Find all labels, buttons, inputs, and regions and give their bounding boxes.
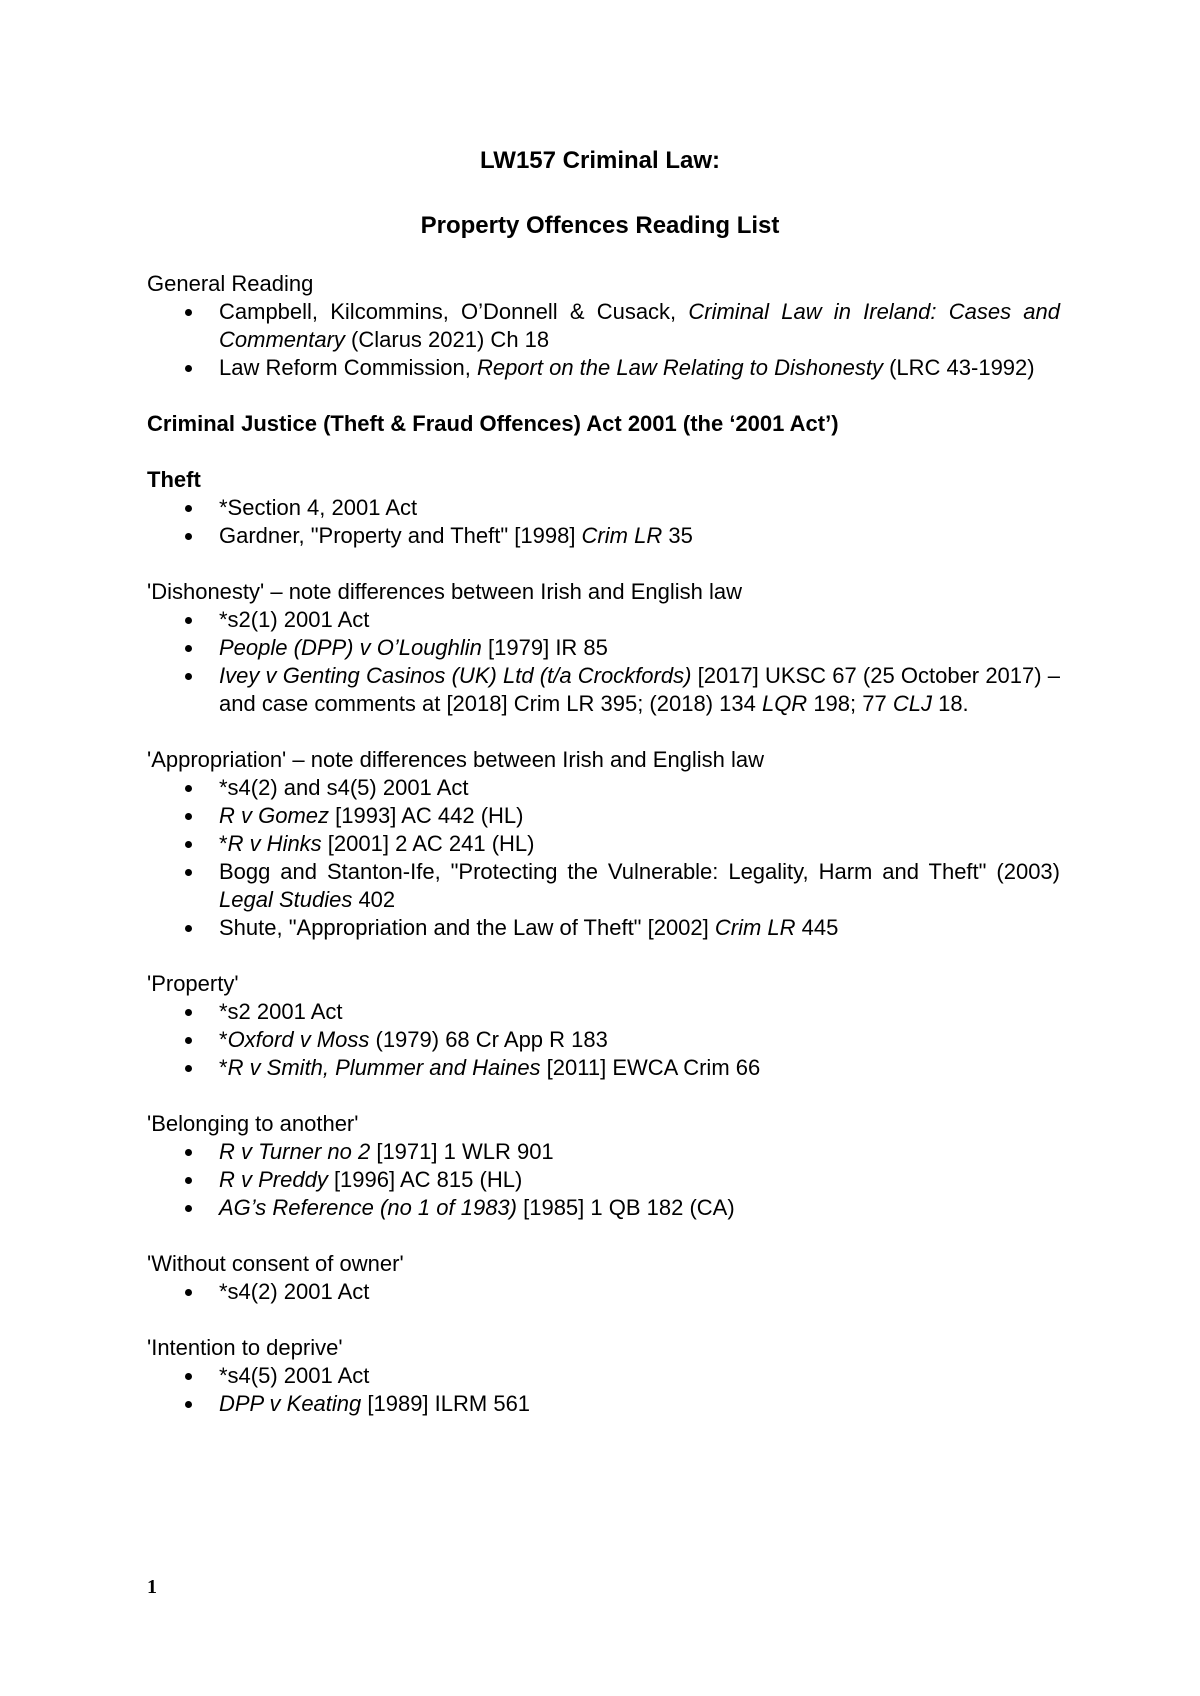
- section-heading: 'Property': [147, 971, 239, 996]
- reading-list: [147, 298, 1060, 382]
- citation-text: *s2 2001 Act: [219, 999, 343, 1024]
- citation-title: Crim LR: [714, 915, 796, 940]
- citation-text: *: [219, 831, 228, 856]
- citation-title: Legal Studies: [219, 887, 353, 912]
- bullet-icon: [185, 533, 192, 540]
- citation-title: AG’s Reference (no 1 of 1983): [219, 1195, 517, 1220]
- bullet-icon: [185, 813, 192, 820]
- list-item: [147, 522, 1060, 550]
- list-item: [147, 1390, 1060, 1418]
- section-heading: General Reading: [147, 271, 314, 296]
- citation-text: *s2(1) 2001 Act: [219, 607, 370, 632]
- citation-text: [2017] UKSC 67 (25 October 2017) – and case comments at [2018] Crim LR 395; (2018) 134: [219, 663, 1061, 716]
- bullet-icon: [185, 1373, 192, 1380]
- reading-list: [147, 606, 1060, 718]
- reading-list: [147, 1138, 1060, 1222]
- citation-text: [2011] EWCA Crim 66: [540, 1055, 761, 1080]
- reading-list: [147, 1362, 1060, 1418]
- citation-title: R v Smith, Plummer and Haines: [227, 1055, 541, 1080]
- document-title-line-1: LW157 Criminal Law:: [479, 147, 721, 174]
- bullet-icon: [185, 1065, 192, 1072]
- citation-text: Campbell, Kilcommins, O’Donnell & Cusack,: [219, 299, 689, 324]
- list-item: [147, 1194, 1060, 1222]
- citation-title: R v Preddy: [219, 1167, 328, 1192]
- reading-list: [147, 774, 1060, 942]
- bullet-icon: [185, 645, 192, 652]
- citation-text: [1971] 1 WLR 901: [370, 1139, 554, 1164]
- section-appropriation-note-differences-between-i: [147, 746, 1060, 942]
- reading-list: [147, 494, 1060, 550]
- list-item: [147, 298, 1060, 354]
- bullet-icon: [185, 1009, 192, 1016]
- bullet-icon: [185, 365, 192, 372]
- section-criminal-justice-theft-fraud-offences-ac: [147, 410, 1060, 438]
- bullet-icon: [185, 925, 192, 932]
- reading-list: [147, 998, 1060, 1082]
- bullet-icon: [185, 1037, 192, 1044]
- bullet-icon: [185, 1289, 192, 1296]
- section-belonging-to-another: [147, 1110, 1060, 1222]
- citation-text: *s4(2) 2001 Act: [219, 1279, 370, 1304]
- citation-text: (1979) 68 Cr App R 183: [369, 1027, 608, 1052]
- section-heading: 'Intention to deprive': [147, 1335, 343, 1360]
- section-without-consent-of-owner: [147, 1250, 1060, 1306]
- section-theft: [147, 466, 1060, 550]
- list-item: [147, 858, 1060, 914]
- citation-title: Report on the Law Relating to Dishonesty: [476, 355, 883, 380]
- list-item: [147, 354, 1060, 382]
- section-heading: 'Dishonesty' – note differences between Irish and English law: [147, 579, 743, 604]
- citation-title: R v Turner no 2: [219, 1139, 371, 1164]
- bullet-icon: [185, 869, 192, 876]
- section-general-reading: [147, 270, 1060, 382]
- section-heading: 'Appropriation' – note differences between Irish and English law: [147, 747, 765, 772]
- citation-text: [1993] AC 442 (HL): [329, 803, 524, 828]
- bullet-icon: [185, 1177, 192, 1184]
- list-item: [147, 494, 1060, 522]
- citation-text: [1989] ILRM 561: [361, 1391, 531, 1416]
- bullet-icon: [185, 309, 192, 316]
- list-item: [147, 1362, 1060, 1390]
- citation-title: Criminal Law in Ireland: Cases and Commentary: [219, 299, 1060, 352]
- citation-text: Bogg and Stanton-Ife, "Protecting the Vulnerable: Legality, Harm and Theft" (2003): [219, 859, 1060, 884]
- citation-text: *Section 4, 2001 Act: [219, 495, 418, 520]
- page-number: 1: [147, 1576, 157, 1598]
- citation-text: [1996] AC 815 (HL): [327, 1167, 523, 1192]
- citation-text: *: [219, 1055, 228, 1080]
- citation-text: Gardner, "Property and Theft" [1998]: [219, 523, 582, 548]
- section-intention-to-deprive: [147, 1334, 1060, 1418]
- list-item: [147, 1026, 1060, 1054]
- bullet-icon: [185, 505, 192, 512]
- citation-text: Law Reform Commission,: [219, 355, 477, 380]
- citation-text: *s4(5) 2001 Act: [219, 1363, 370, 1388]
- citation-text: 402: [352, 887, 396, 912]
- list-item: [147, 1054, 1060, 1082]
- list-item: [147, 802, 1060, 830]
- citation-text: [2001] 2 AC 241 (HL): [321, 831, 535, 856]
- list-item: [147, 830, 1060, 858]
- citation-text: Shute, "Appropriation and the Law of Theft" [2002]: [219, 915, 715, 940]
- citation-title: Ivey v Genting Casinos (UK) Ltd (t/a Crockfords): [219, 663, 692, 688]
- citation-text: (Clarus 2021) Ch 18: [344, 327, 550, 352]
- citation-text: [1985] 1 QB 182 (CA): [517, 1195, 735, 1220]
- section-heading: Criminal Justice (Theft & Fraud Offences) Act 2001 (the ‘2001 Act’): [147, 411, 839, 436]
- citation-text: 18.: [931, 691, 969, 716]
- section-property: [147, 970, 1060, 1082]
- citation-title: Crim LR: [581, 523, 663, 548]
- reading-list-content: [147, 270, 1060, 1446]
- list-item: [147, 662, 1060, 718]
- section-dishonesty-note-differences-between-iris: [147, 578, 1060, 718]
- bullet-icon: [185, 785, 192, 792]
- list-item: [147, 774, 1060, 802]
- citation-title: CLJ: [892, 691, 932, 716]
- citation-text: 198; 77: [807, 691, 893, 716]
- list-item: [147, 998, 1060, 1026]
- bullet-icon: [185, 1149, 192, 1156]
- citation-title: People (DPP) v O’Loughlin: [219, 635, 482, 660]
- citation-title: Oxford v Moss: [227, 1027, 370, 1052]
- citation-title: DPP v Keating: [219, 1391, 362, 1416]
- bullet-icon: [185, 673, 192, 680]
- citation-text: (LRC 43-1992): [882, 355, 1035, 380]
- citation-title: R v Hinks: [227, 831, 322, 856]
- citation-title: R v Gomez: [219, 803, 330, 828]
- list-item: [147, 1166, 1060, 1194]
- document-title-line-2: Property Offences Reading List: [420, 212, 780, 239]
- list-item: [147, 606, 1060, 634]
- citation-text: 35: [662, 523, 693, 548]
- section-heading: Theft: [147, 467, 201, 492]
- list-item: [147, 634, 1060, 662]
- bullet-icon: [185, 1205, 192, 1212]
- citation-text: *s4(2) and s4(5) 2001 Act: [219, 775, 469, 800]
- list-item: [147, 1278, 1060, 1306]
- bullet-icon: [185, 617, 192, 624]
- citation-text: *: [219, 1027, 228, 1052]
- citation-title: LQR: [761, 691, 808, 716]
- reading-list: [147, 1278, 1060, 1306]
- list-item: [147, 914, 1060, 942]
- citation-text: 445: [795, 915, 839, 940]
- citation-text: [1979] IR 85: [481, 635, 608, 660]
- list-item: [147, 1138, 1060, 1166]
- bullet-icon: [185, 1401, 192, 1408]
- section-heading: 'Belonging to another': [147, 1111, 359, 1136]
- bullet-icon: [185, 841, 192, 848]
- section-heading: 'Without consent of owner': [147, 1251, 404, 1276]
